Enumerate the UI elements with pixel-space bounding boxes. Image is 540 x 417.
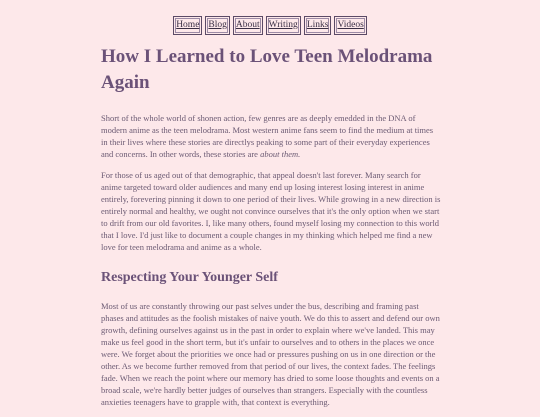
- paragraph-1-text: Short of the whole world of shonen action, few genres are as deeply emedded in the DNA of modern anime as the teen melodrama. Most western anime fans seem to find the medium at times in their lives where these stories are directlys peaking to some part of their everyday experiences and concerns. In other words, these stories are: [101, 113, 434, 159]
- article: [101, 44, 441, 417]
- article-paragraph-2: For those of us aged out of that demographic, that appeal doesn't last forever. Many search for anime targeted toward older audiences and many end up losing interest losing interest in anime entirely, forevering pinning it down to one period of their lives. While growing in a new direction is entirely normal and healthy, we ought not convince ourselves that it's the only option when we start to drift from our old favorites. I, like many others, found myself losing my connection to this world that I love. I'd just like to document a couple changes in my thinking which helped me find a new love for teen melodrama and anime as a whole.: [101, 170, 441, 252]
- nav-link-videos[interactable]: Videos: [334, 16, 366, 35]
- paragraph-1-emphasis: about them.: [260, 149, 301, 159]
- nav-link-home[interactable]: Home: [173, 16, 202, 35]
- nav-link-about[interactable]: About: [233, 16, 263, 35]
- top-nav: [0, 16, 540, 35]
- nav-link-links[interactable]: Links: [304, 16, 332, 35]
- nav-link-writing[interactable]: Writing: [266, 16, 301, 35]
- section-heading-respecting-younger-self: Respecting Your Younger Self: [101, 270, 278, 285]
- article-paragraph-1: [101, 112, 441, 160]
- article-paragraph-3: Most of us are constantly throwing our past selves under the bus, describing and framing past phases and attitudes as the foolish mistakes of naive youth. We do this to assert and defend our own growth, defining ourselves against us in the past in order to explain where we've landed. This may make us feel good in the short term, but it's unfair to ourselves and to others in the places we once were. We forget about the priorities we once had or pressures pushing on us in one direction or the other. As we become further removed from that period of our lives, the context fades. The feelings fade. When we reach the point where our memory has dried to some loose thoughts and events on a broad scale, we're hardly better judges of ourselves than strangers. Especially with the countless anxieties teenagers have to grapple with, that context is everything.: [101, 301, 440, 407]
- article-title: How I Learned to Love Teen Melodrama Again: [101, 46, 433, 93]
- nav-link-blog[interactable]: Blog: [205, 16, 229, 35]
